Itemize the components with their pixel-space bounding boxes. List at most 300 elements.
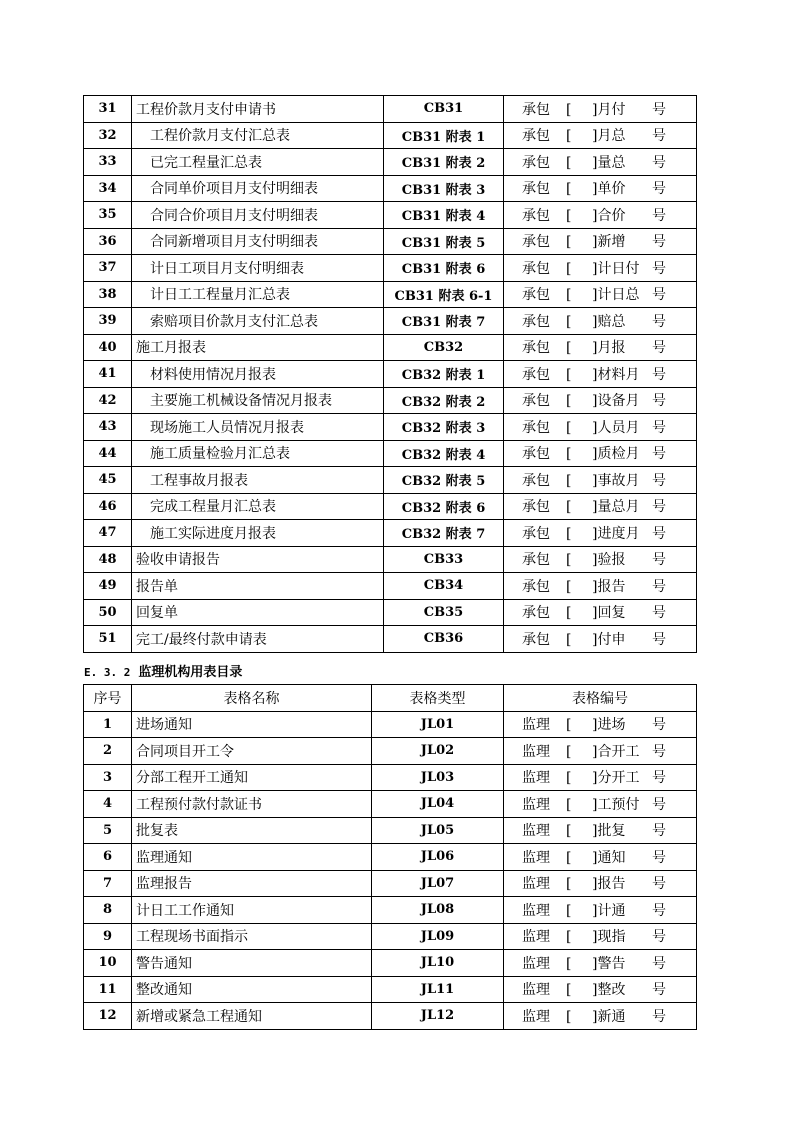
code-open-bracket: [ [566,955,572,972]
code-close-and-suffix [592,443,652,463]
code-open-bracket: [ [566,929,572,946]
code-suffix: 新增 [597,234,626,251]
form-code [504,738,697,765]
code-suffix: 进场 [597,717,626,734]
form-type: CB31 附表 3 [384,175,504,202]
code-suffix: 合开工 [597,743,640,760]
form-code [504,870,697,897]
supervisor-forms-table [83,684,697,1030]
code-close-bracket: ] [592,181,598,198]
form-type: CB36 [384,626,504,653]
form-name: 报告单 [132,573,384,600]
code-close-and-suffix [592,629,652,649]
row-number: 8 [84,897,132,924]
form-name: 完成工程量月汇总表 [132,493,384,520]
code-close-and-suffix [592,125,652,145]
code-open-bracket: [ [566,340,572,357]
header-code: 表格编号 [504,685,697,712]
row-number: 2 [84,738,132,765]
form-type: CB35 [384,599,504,626]
code-close-bracket: ] [592,499,598,516]
code-open-bracket: [ [566,631,572,648]
table-row [84,817,697,844]
code-prefix: 承包 [522,499,550,516]
code-close-bracket: ] [592,982,598,999]
code-close-bracket: ] [592,823,598,840]
form-name: 工程价款月支付汇总表 [132,122,384,149]
row-number: 47 [84,520,132,547]
code-close-and-suffix [592,205,652,225]
code-prefix: 监理 [522,982,550,999]
form-type: JL08 [372,897,504,924]
table-row [84,520,697,547]
form-code [504,308,697,335]
code-hao: 号 [652,770,666,787]
form-type: CB32 附表 1 [384,361,504,388]
table-row [84,440,697,467]
table-row [84,546,697,573]
form-name: 监理报告 [132,870,372,897]
code-suffix: 量总月 [597,499,640,516]
supervisor-forms-body [84,711,697,1029]
code-hao: 号 [652,929,666,946]
row-number: 41 [84,361,132,388]
contractor-forms-body [84,96,697,653]
code-hao: 号 [652,631,666,648]
form-name: 完工/最终付款申请表 [132,626,384,653]
form-type: JL10 [372,950,504,977]
row-number: 45 [84,467,132,494]
form-code [504,493,697,520]
code-open-bracket: [ [566,1008,572,1025]
code-open-bracket: [ [566,207,572,224]
code-open-bracket: [ [566,260,572,277]
form-code [504,626,697,653]
code-close-and-suffix [592,152,652,172]
code-close-and-suffix [592,576,652,596]
form-name: 计日工项目月支付明细表 [132,255,384,282]
code-prefix: 监理 [522,717,550,734]
code-hao: 号 [652,340,666,357]
form-type: CB31 附表 6 [384,255,504,282]
code-prefix: 承包 [522,207,550,224]
code-open-bracket: [ [566,313,572,330]
code-prefix: 监理 [522,1008,550,1025]
code-open-bracket: [ [566,287,572,304]
form-type: CB32 [384,334,504,361]
code-prefix: 承包 [522,154,550,171]
code-open-bracket: [ [566,393,572,410]
row-number: 10 [84,950,132,977]
form-name: 整改通知 [132,976,372,1003]
code-open-bracket: [ [566,717,572,734]
form-type: JL04 [372,791,504,818]
form-type: CB31 附表 1 [384,122,504,149]
form-code [504,149,697,176]
code-open-bracket: [ [566,876,572,893]
code-suffix: 人员月 [597,419,640,436]
code-suffix: 报告 [597,578,626,595]
table-row [84,626,697,653]
code-suffix: 计通 [597,902,626,919]
code-prefix: 承包 [522,631,550,648]
code-close-bracket: ] [592,419,598,436]
code-close-bracket: ] [592,849,598,866]
code-close-and-suffix [592,820,652,840]
form-name: 合同新增项目月支付明细表 [132,228,384,255]
form-name: 工程价款月支付申请书 [132,96,384,123]
code-close-and-suffix [592,284,652,304]
form-type: JL11 [372,976,504,1003]
form-type: JL06 [372,844,504,871]
form-code [504,440,697,467]
form-type: CB31 附表 4 [384,202,504,229]
row-number: 9 [84,923,132,950]
code-prefix: 承包 [522,287,550,304]
form-type: JL12 [372,1003,504,1030]
code-close-bracket: ] [592,1008,598,1025]
code-prefix: 承包 [522,234,550,251]
code-close-and-suffix [592,741,652,761]
code-close-and-suffix [592,470,652,490]
code-close-bracket: ] [592,876,598,893]
code-suffix: 量总 [597,154,626,171]
row-number: 3 [84,764,132,791]
code-prefix: 承包 [522,181,550,198]
code-close-and-suffix [592,523,652,543]
section-number: E. 3. 2 [84,666,131,679]
code-prefix: 承包 [522,128,550,145]
section-heading [84,661,242,680]
code-open-bracket: [ [566,446,572,463]
row-number: 51 [84,626,132,653]
code-close-and-suffix [592,847,652,867]
form-name: 警告通知 [132,950,372,977]
code-close-and-suffix [592,900,652,920]
row-number: 43 [84,414,132,441]
code-hao: 号 [652,849,666,866]
code-close-bracket: ] [592,154,598,171]
code-open-bracket: [ [566,578,572,595]
table-row [84,897,697,924]
code-close-bracket: ] [592,929,598,946]
code-hao: 号 [652,578,666,595]
code-prefix: 承包 [522,552,550,569]
table-row [84,414,697,441]
code-close-bracket: ] [592,605,598,622]
form-name: 工程事故月报表 [132,467,384,494]
code-hao: 号 [652,313,666,330]
row-number: 39 [84,308,132,335]
code-hao: 号 [652,472,666,489]
code-suffix: 月报 [597,340,626,357]
code-prefix: 监理 [522,796,550,813]
section-title-text: 监理机构用表目录 [138,665,243,680]
code-close-bracket: ] [592,446,598,463]
form-type: CB32 附表 5 [384,467,504,494]
code-close-and-suffix [592,953,652,973]
code-hao: 号 [652,234,666,251]
table-row [84,1003,697,1030]
code-close-bracket: ] [592,393,598,410]
form-type: JL03 [372,764,504,791]
code-prefix: 监理 [522,823,550,840]
code-open-bracket: [ [566,234,572,251]
form-type: CB32 附表 4 [384,440,504,467]
code-close-and-suffix [592,178,652,198]
code-prefix: 承包 [522,578,550,595]
header-no: 序号 [84,685,132,712]
code-suffix: 报告 [597,876,626,893]
code-hao: 号 [652,181,666,198]
form-name: 索赔项目价款月支付汇总表 [132,308,384,335]
form-code [504,202,697,229]
code-hao: 号 [652,605,666,622]
header-name: 表格名称 [132,685,372,712]
form-name: 合同合价项目月支付明细表 [132,202,384,229]
code-close-bracket: ] [592,260,598,277]
code-close-and-suffix [592,926,652,946]
code-suffix: 验报 [597,552,626,569]
row-number: 4 [84,791,132,818]
code-hao: 号 [652,154,666,171]
row-number: 32 [84,122,132,149]
code-close-and-suffix [592,337,652,357]
code-prefix: 监理 [522,849,550,866]
code-suffix: 通知 [597,849,626,866]
form-code [504,281,697,308]
form-name: 主要施工机械设备情况月报表 [132,387,384,414]
code-suffix: 工预付 [597,796,640,813]
code-open-bracket: [ [566,982,572,999]
contractor-forms-table [83,95,697,653]
code-hao: 号 [652,876,666,893]
code-hao: 号 [652,128,666,145]
form-code [504,467,697,494]
form-type: JL07 [372,870,504,897]
code-suffix: 赔总 [597,313,626,330]
header-type: 表格类型 [372,685,504,712]
code-close-bracket: ] [592,525,598,542]
form-type: JL01 [372,711,504,738]
table-row [84,493,697,520]
code-suffix: 计日付 [597,260,640,277]
code-suffix: 进度月 [597,525,640,542]
code-close-and-suffix [592,258,652,278]
code-close-and-suffix [592,714,652,734]
form-name: 工程预付款付款证书 [132,791,372,818]
form-name: 计日工工作通知 [132,897,372,924]
code-close-and-suffix [592,496,652,516]
code-close-bracket: ] [592,631,598,648]
table-row [84,923,697,950]
row-number: 44 [84,440,132,467]
form-name: 进场通知 [132,711,372,738]
code-prefix: 承包 [522,446,550,463]
form-type: CB32 附表 7 [384,520,504,547]
row-number: 42 [84,387,132,414]
code-open-bracket: [ [566,770,572,787]
table-row [84,791,697,818]
form-code [504,122,697,149]
code-close-bracket: ] [592,101,598,118]
form-code [504,817,697,844]
table-row [84,870,697,897]
code-suffix: 分开工 [597,770,640,787]
code-close-bracket: ] [592,207,598,224]
code-prefix: 监理 [522,902,550,919]
form-code [504,599,697,626]
form-type: CB31 附表 2 [384,149,504,176]
form-name: 材料使用情况月报表 [132,361,384,388]
form-name: 现场施工人员情况月报表 [132,414,384,441]
table-row [84,950,697,977]
code-close-bracket: ] [592,128,598,145]
form-code [504,573,697,600]
table-row [84,334,697,361]
code-hao: 号 [652,260,666,277]
table-row [84,738,697,765]
code-open-bracket: [ [566,796,572,813]
code-prefix: 承包 [522,260,550,277]
table-row [84,308,697,335]
code-open-bracket: [ [566,823,572,840]
code-prefix: 承包 [522,605,550,622]
row-number: 37 [84,255,132,282]
form-type: JL05 [372,817,504,844]
code-prefix: 承包 [522,366,550,383]
code-suffix: 批复 [597,823,626,840]
header-row [84,685,697,712]
form-name: 已完工程量汇总表 [132,149,384,176]
row-number: 46 [84,493,132,520]
form-code [504,950,697,977]
form-code [504,923,697,950]
form-type: CB32 附表 6 [384,493,504,520]
code-prefix: 承包 [522,340,550,357]
code-close-and-suffix [592,1006,652,1026]
table-row [84,281,697,308]
table-row [84,149,697,176]
table-row [84,387,697,414]
code-hao: 号 [652,525,666,542]
form-code [504,1003,697,1030]
form-code [504,711,697,738]
form-type: CB31 附表 5 [384,228,504,255]
form-type: CB31 附表 6-1 [384,281,504,308]
code-prefix: 承包 [522,525,550,542]
code-close-bracket: ] [592,796,598,813]
code-close-and-suffix [592,390,652,410]
form-type: CB31 [384,96,504,123]
code-close-bracket: ] [592,287,598,304]
code-hao: 号 [652,366,666,383]
code-suffix: 付申 [597,631,626,648]
code-suffix: 回复 [597,605,626,622]
row-number: 48 [84,546,132,573]
form-code [504,334,697,361]
code-hao: 号 [652,419,666,436]
code-suffix: 警告 [597,955,626,972]
form-name: 验收申请报告 [132,546,384,573]
row-number: 11 [84,976,132,1003]
code-suffix: 月付 [597,101,626,118]
code-open-bracket: [ [566,181,572,198]
code-close-bracket: ] [592,472,598,489]
form-type: CB34 [384,573,504,600]
row-number: 5 [84,817,132,844]
code-close-bracket: ] [592,717,598,734]
code-open-bracket: [ [566,902,572,919]
code-suffix: 整改 [597,982,626,999]
code-close-bracket: ] [592,552,598,569]
code-hao: 号 [652,955,666,972]
row-number: 34 [84,175,132,202]
form-name: 施工质量检验月汇总表 [132,440,384,467]
code-prefix: 监理 [522,929,550,946]
code-open-bracket: [ [566,101,572,118]
form-type: JL09 [372,923,504,950]
code-open-bracket: [ [566,128,572,145]
code-prefix: 承包 [522,101,550,118]
code-open-bracket: [ [566,499,572,516]
code-close-bracket: ] [592,313,598,330]
code-prefix: 承包 [522,393,550,410]
table-row [84,122,697,149]
code-open-bracket: [ [566,154,572,171]
code-prefix: 监理 [522,955,550,972]
form-code [504,175,697,202]
table-row [84,844,697,871]
code-prefix: 监理 [522,770,550,787]
table-row [84,96,697,123]
form-code [504,546,697,573]
table-row [84,255,697,282]
code-open-bracket: [ [566,605,572,622]
table-row [84,202,697,229]
form-type: CB33 [384,546,504,573]
code-suffix: 质检月 [597,446,640,463]
code-hao: 号 [652,552,666,569]
row-number: 40 [84,334,132,361]
code-open-bracket: [ [566,525,572,542]
form-name: 合同单价项目月支付明细表 [132,175,384,202]
row-number: 31 [84,96,132,123]
code-suffix: 合价 [597,207,626,224]
table-row [84,361,697,388]
code-open-bracket: [ [566,849,572,866]
code-prefix: 承包 [522,419,550,436]
code-close-and-suffix [592,231,652,251]
code-close-and-suffix [592,602,652,622]
code-suffix: 单价 [597,181,626,198]
code-prefix: 监理 [522,876,550,893]
form-type: CB31 附表 7 [384,308,504,335]
code-hao: 号 [652,717,666,734]
form-name: 合同项目开工令 [132,738,372,765]
code-close-and-suffix [592,364,652,384]
form-code [504,361,697,388]
table-row [84,573,697,600]
row-number: 35 [84,202,132,229]
code-close-bracket: ] [592,902,598,919]
table-row [84,599,697,626]
form-name: 监理通知 [132,844,372,871]
code-hao: 号 [652,743,666,760]
form-name: 施工月报表 [132,334,384,361]
code-prefix: 监理 [522,743,550,760]
form-code [504,228,697,255]
